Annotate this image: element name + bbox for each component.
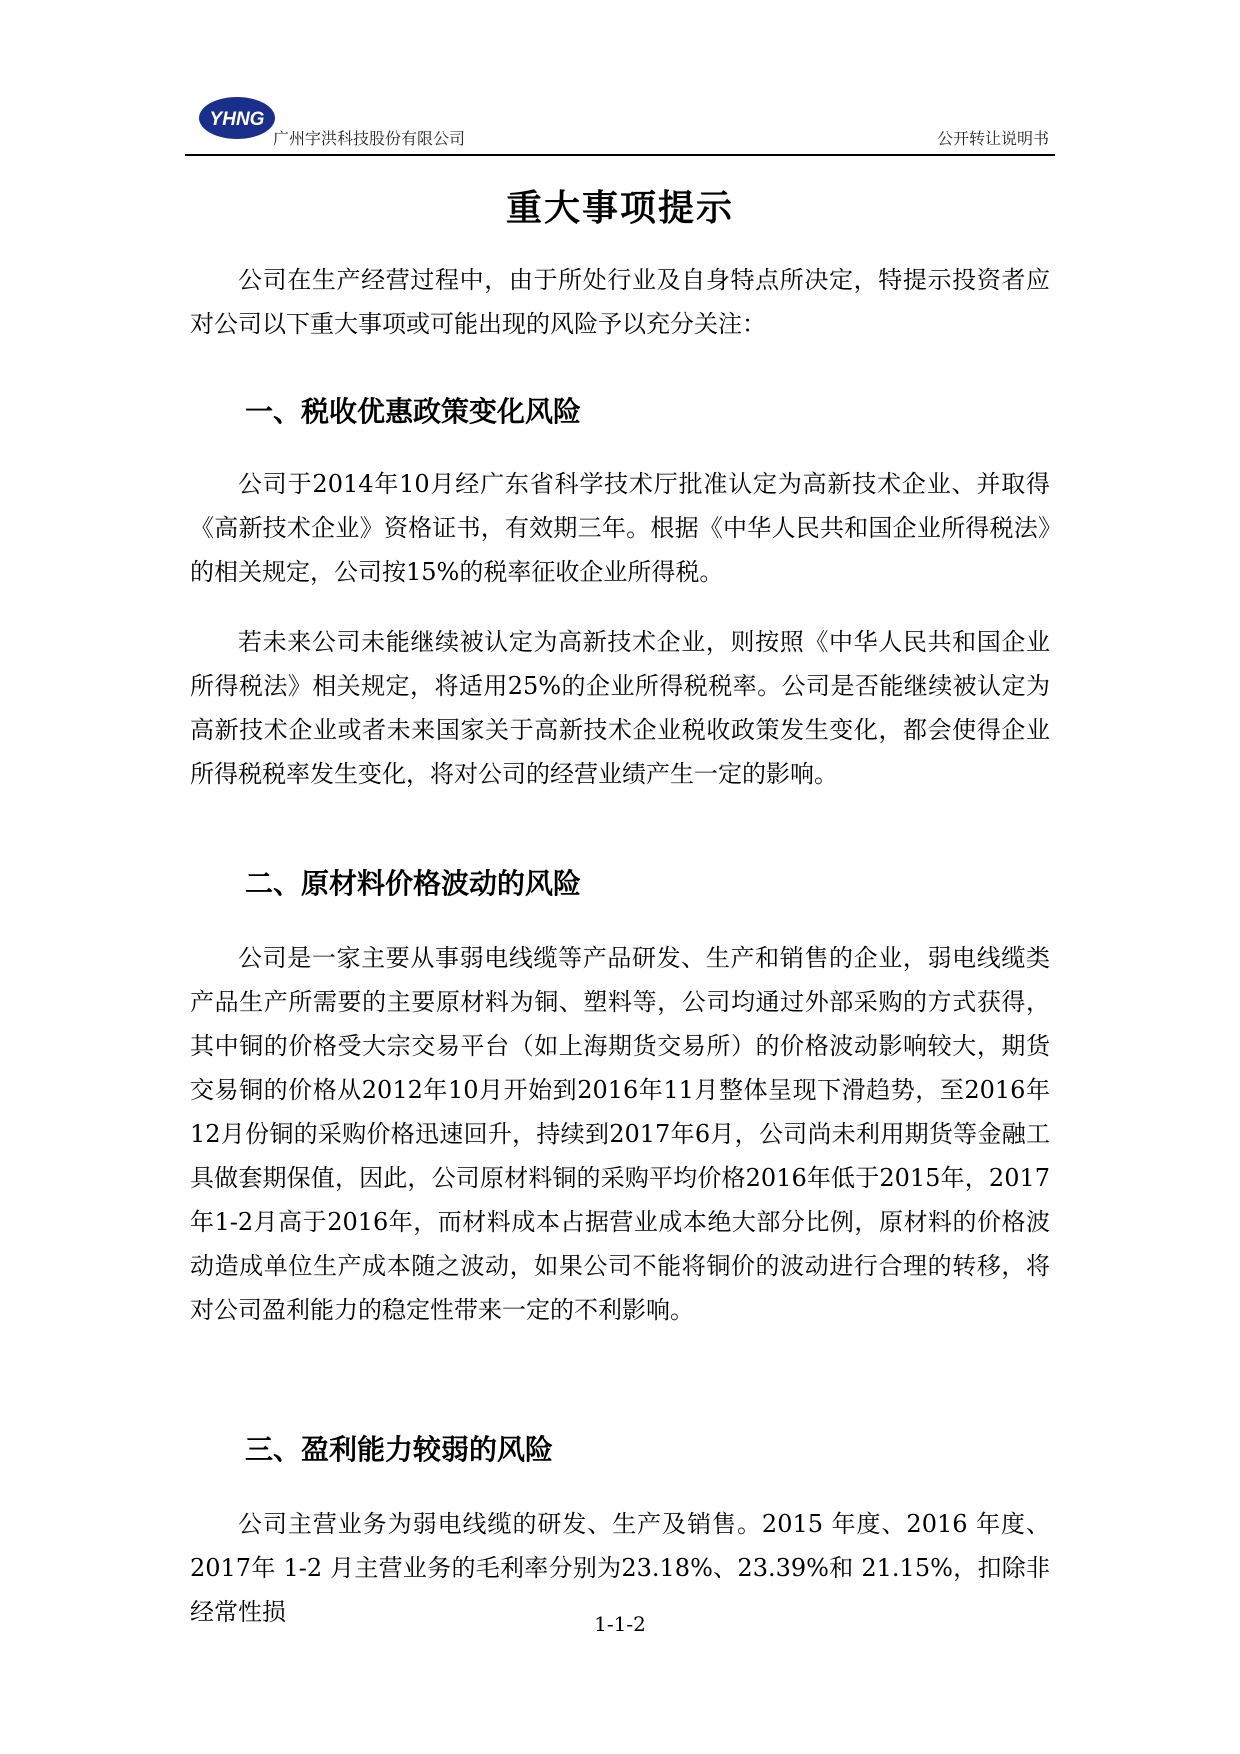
intro-paragraph: 公司在生产经营过程中，由于所处行业及自身特点所决定，特提示投资者应对公司以下重大事项或可能出现的风险予以充分关注： bbox=[190, 266, 1050, 338]
section-1-heading: 一、税收优惠政策变化风险 bbox=[245, 395, 582, 428]
section-1-paragraph-2: 若未来公司未能继续被认定为高新技术企业，则按照《中华人民共和国企业所得税法》相关规定，将适用25%的企业所得税税率。公司是否能继续被认定为高新技术企业或者未来国家关于高新技术企业税收政策发生变化，都会使得企业所得税税率发生变化，将对公司的经营业绩产生一定的影响。 bbox=[190, 628, 1050, 788]
document-type: 公开转让说明书 bbox=[936, 129, 1049, 148]
section-1-paragraph-1: 公司于2014年10月经广东省科学技术厅批准认定为高新技术企业、并取得《高新技术企业》资格证书，有效期三年。根据《中华人民共和国企业所得税法》的相关规定，公司按15%的税率征收企业所得税。 bbox=[190, 470, 1050, 586]
page-header bbox=[185, 88, 1055, 156]
page-number: 1-1-2 bbox=[594, 1612, 646, 1636]
section-2-paragraph-1: 公司是一家主要从事弱电线缆等产品研发、生产和销售的企业，弱电线缆类产品生产所需要的主要原材料为铜、塑料等，公司均通过外部采购的方式获得，其中铜的价格受大宗交易平台（如上海期货交易所）的价格波动影响较大，期货交易铜的价格从2012年10月开始到2016年11月整体呈现下滑趋势，至2016年12月份铜的采购价格迅速回升，持续到2017年6月，公司尚未利用期货等金融工具做套期保值，因此，公司原材料铜的采购平均价格2016年低于2015年，2017年1-2月高于2016年，而材料成本占据营业成本绝大部分比例，原材料的价格波动造成单位生产成本随之波动，如果公司不能将铜价的波动进行合理的转移，将对公司盈利能力的稳定性带来一定的不利影响。 bbox=[190, 944, 1050, 1324]
section-3-heading: 三、盈利能力较弱的风险 bbox=[245, 1433, 554, 1466]
section-2-heading: 二、原材料价格波动的风险 bbox=[245, 867, 582, 900]
logo-text: YHNG bbox=[209, 109, 265, 130]
company-name: 广州宇洪科技股份有限公司 bbox=[273, 129, 466, 148]
page-title: 重大事项提示 bbox=[505, 188, 734, 229]
section-3-paragraph-1: 公司主营业务为弱电线缆的研发、生产及销售。2015 年度、2016 年度、2017年 1-2 月主营业务的毛利率分别为23.18%、23.39%和 21.15%，扣除非经常性损 bbox=[190, 1510, 1050, 1626]
company-logo bbox=[197, 94, 285, 144]
